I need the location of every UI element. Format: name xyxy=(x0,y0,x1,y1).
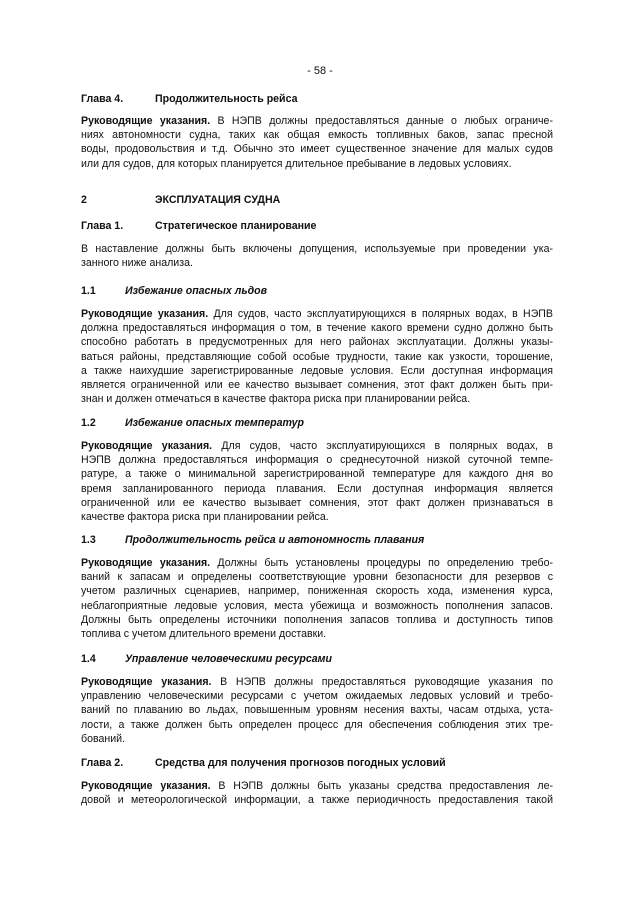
paragraph-line: ниях автономности судна, таких как общая емкость топливных баков, запас пресной xyxy=(81,129,553,142)
guidance-label: Руководящие указания. xyxy=(81,676,212,688)
heading-title: Управление человеческими ресурсами xyxy=(125,653,332,665)
paragraph-line: ограниченной или ее качество вызывает сомнения, этот факт должен признаваться в xyxy=(81,496,553,509)
paragraph-line: Руководящие указания. В НЭПВ должны быть указаны средства предоставления ле- xyxy=(81,780,553,792)
paragraph-line: Руководящие указания. В НЭПВ должны предоставляться данные о любых ограниче- xyxy=(81,115,553,127)
paragraph-line: неблагоприятные ледовые условия, места убежища и возможность пополнения запасов. xyxy=(81,599,553,612)
paragraph-line: ваний к запасам и определены соответствующие уровни безопасности для резервов с xyxy=(81,571,553,584)
heading-title: Избежание опасных температур xyxy=(125,417,304,429)
heading-number: Глава 1. xyxy=(81,220,124,232)
heading-number: Глава 4. xyxy=(81,93,124,105)
section-1-4-heading xyxy=(81,652,553,666)
chapter-4-heading xyxy=(81,92,553,106)
paragraph-line: лости, а также должен быть определен процесс для обеспечения соблюдения этих тре- xyxy=(81,718,553,731)
paragraph-line: В наставление должны быть включены допущения, используемые при проведении ука- xyxy=(81,243,553,255)
paragraph-line: занного ниже анализа. xyxy=(81,257,193,270)
paragraph-line: знан и должен отмечаться в качестве фактора риска при планировании рейса. xyxy=(81,393,471,406)
paragraph-line: учетом различных сценариев, например, пониженная скорость хода, изменения курса, xyxy=(81,585,553,598)
paragraph-line: время запланированного периода плавания. Если доступная информация является xyxy=(81,482,553,495)
chapter-2-paragraph xyxy=(81,779,553,807)
heading-number: 2 xyxy=(81,194,87,206)
paragraph-line: а также наихудшие зарегистрированные ледовые условия. Если доступная информация xyxy=(81,364,553,377)
section-1-3-paragraph xyxy=(81,556,553,641)
section-1-4-paragraph xyxy=(81,675,553,746)
paragraph-line: должна предоставляться информация о том, в течение какого времени судно должно быть xyxy=(81,322,553,335)
section-1-2-heading xyxy=(81,416,553,430)
heading-title: Стратегическое планирование xyxy=(155,220,317,232)
paragraph-line: или для судов, для которых планируется длительное пребывание в ледовых условиях. xyxy=(81,157,512,170)
paragraph-line: ратуре, а также о минимальной зарегистрированной температуре для каждого дня во xyxy=(81,468,553,481)
paragraph-line: топлива с учетом длительного времени доставки. xyxy=(81,627,327,640)
paragraph-line: Руководящие указания. Должны быть установлены процедуры по определению требо- xyxy=(81,557,553,569)
heading-number: 1.1 xyxy=(81,285,96,297)
heading-number: Глава 2. xyxy=(81,757,124,769)
section-2-heading xyxy=(81,193,553,207)
heading-title: Продолжительность рейса xyxy=(155,93,298,105)
section-1-1-heading xyxy=(81,284,553,298)
paragraph-line: воды, продовольствия и т.д. Обычно это имеет существенное значение для малых судов xyxy=(81,143,553,156)
paragraph-line: ваться районы, представляющие собой особые трудности, такие как узкости, торошение, xyxy=(81,350,553,363)
paragraph-line: Руководящие указания. Для судов, часто эксплуатирующихся в полярных водах, в xyxy=(81,440,553,452)
paragraph-line: Руководящие указания. Для судов, часто эксплуатирующихся в полярных водах, в НЭПВ xyxy=(81,308,553,320)
guidance-label: Руководящие указания. xyxy=(81,440,213,452)
heading-number: 1.2 xyxy=(81,417,96,429)
paragraph-line: довой и метеорологической информации, а также периодичность предоставления такой xyxy=(81,794,553,807)
paragraph-line: Руководящие указания. В НЭПВ должны предоставляться руководящие указания по xyxy=(81,676,553,688)
paragraph-line: бований. xyxy=(81,732,125,745)
heading-title: ЭКСПЛУАТАЦИЯ СУДНА xyxy=(155,194,281,206)
paragraph-line: управлению человеческими ресурсами с учетом ожидаемых ледовых условий и требо- xyxy=(81,690,553,703)
paragraph-line: Должны быть определены источники пополнения запасов топлива и доступность типов xyxy=(81,613,553,626)
chapter-1-paragraph xyxy=(81,242,553,270)
paragraph-line: качестве фактора риска при планировании рейса. xyxy=(81,510,329,523)
guidance-label: Руководящие указания. xyxy=(81,115,211,127)
heading-title: Избежание опасных льдов xyxy=(125,285,268,297)
paragraph-line: является ограниченной или ее качество вызывает сомнения, этот факт должен быть при- xyxy=(81,378,553,391)
chapter-4-paragraph xyxy=(81,114,553,171)
section-1-2-paragraph xyxy=(81,439,553,524)
heading-number: 1.4 xyxy=(81,653,96,665)
section-1-1-paragraph xyxy=(81,307,553,406)
guidance-label: Руководящие указания. xyxy=(81,780,211,792)
guidance-label: Руководящие указания. xyxy=(81,308,209,320)
section-1-3-heading xyxy=(81,533,553,547)
chapter-2-heading xyxy=(81,756,553,770)
paragraph-line: ваний по плаванию во льдах, повышенным уровням несения вахты, часам отдыха, уста- xyxy=(81,704,553,717)
chapter-1-heading xyxy=(81,219,553,233)
heading-title: Продолжительность рейса и автономность плавания xyxy=(125,534,425,546)
paragraph-line: НЭПВ должна предоставляться информация о среднесуточной низкой суточной темпе- xyxy=(81,454,553,467)
paragraph-line: способно работать в предусмотренных для него районах эксплуатации. Должны указы- xyxy=(81,336,553,349)
page-number: - 58 - xyxy=(307,65,333,77)
guidance-label: Руководящие указания. xyxy=(81,557,211,569)
heading-title: Средства для получения прогнозов погодных условий xyxy=(155,757,446,769)
heading-number: 1.3 xyxy=(81,534,96,546)
